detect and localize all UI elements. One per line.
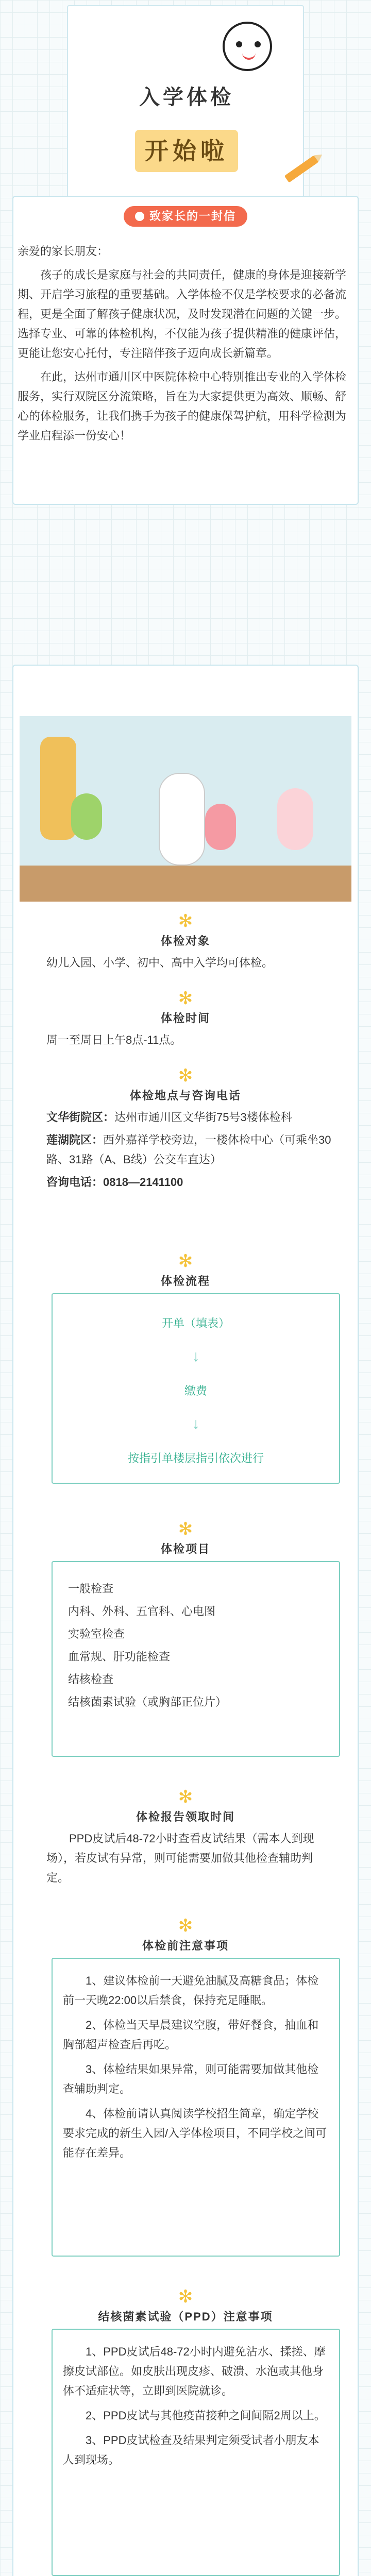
star-icon: ✻ bbox=[178, 1519, 193, 1539]
lianhu-label: 莲湖院区： bbox=[46, 1133, 104, 1146]
hero-title: 入学体检 bbox=[139, 86, 234, 109]
badge-dot-icon bbox=[135, 212, 144, 221]
letter-greeting: 亲爱的家长朋友： bbox=[18, 245, 109, 258]
items-group-3: 结核检查 bbox=[68, 1673, 114, 1686]
doctor-figure-icon bbox=[159, 773, 205, 866]
items-group-2: 实验室检查 bbox=[68, 1628, 125, 1640]
section-time-head bbox=[0, 989, 371, 1026]
girl-figure-icon bbox=[205, 804, 236, 850]
items-group-1-text: 内科、外科、五官科、心电图 bbox=[68, 1605, 216, 1618]
items-group-3-text: 结核菌素试验（或胸部正位片） bbox=[68, 1696, 227, 1708]
letter-body bbox=[12, 234, 359, 460]
section-items-head bbox=[0, 1520, 371, 1556]
hero-bubble: 开始啦 bbox=[135, 130, 238, 172]
letter-paragraph-1: 孩子的成长是家庭与社会的共同责任，健康的身体是迎接新学期、开启学习旅程的重要基础。入学体检不仅是学校要求的必备流程，更是全面了解孩子健康状况，及时发现潜在问题的关键一步。选择专业、可靠的体检机构，不仅能为孩子提供精准的健康评估，更能让您安心托付，专注陪伴孩子迈向成长新篇章。 bbox=[18, 268, 347, 360]
star-icon: ✻ bbox=[178, 911, 193, 931]
section-report-head bbox=[0, 1788, 371, 1824]
section-flow-head bbox=[0, 1252, 371, 1289]
floor bbox=[20, 866, 351, 902]
notes-box bbox=[52, 1958, 340, 2257]
star-icon: ✻ bbox=[178, 1251, 193, 1271]
star-icon: ✻ bbox=[178, 1916, 193, 1936]
ppd-item: 3、PPD皮试检查及结果判定须受试者小朋友本人到现场。 bbox=[63, 2434, 319, 2466]
ppd-box bbox=[52, 2329, 340, 2576]
note-item: 2、体检当天早晨建议空腹，带好餐食，抽血和胸部超声检查后再吃。 bbox=[63, 2019, 319, 2051]
star-icon: ✻ bbox=[178, 1066, 193, 1086]
section-flow-title: 体检流程 bbox=[160, 1275, 210, 1287]
section-report-text: PPD皮试后48-72小时查看皮试结果（需本人到现场），若皮试有异常，则可能需要加做其他检查辅助判定。 bbox=[46, 1832, 314, 1884]
note-item: 3、体检结果如果异常，则可能需要加做其他检查辅助判定。 bbox=[63, 2063, 319, 2095]
flow-step-3: 按指引单楼层指引依次进行 bbox=[127, 1452, 264, 1465]
note-item: 1、建议体检前一天避免油腻及高糖食品；体检前一天晚22:00以后禁食，保持充足睡眠。 bbox=[63, 1974, 319, 2007]
flow-step-1: 开单（填表） bbox=[161, 1317, 230, 1330]
section-place-head bbox=[0, 1066, 371, 1103]
smiley-face-icon bbox=[223, 22, 272, 71]
bunny-figure-icon bbox=[277, 788, 313, 850]
section-ppd-title: 结核菌素试验（PPD）注意事项 bbox=[98, 2310, 273, 2323]
flow-step-2: 缴费 bbox=[184, 1384, 207, 1397]
child-figure-icon bbox=[71, 793, 102, 840]
letter-badge bbox=[124, 206, 247, 227]
section-place-title: 体检地点与咨询电话 bbox=[129, 1089, 241, 1102]
section-report-title: 体检报告领取时间 bbox=[136, 1810, 235, 1823]
phone-label: 咨询电话： bbox=[46, 1176, 104, 1189]
arrow-down-icon: ↓ bbox=[192, 1348, 200, 1365]
hero-card bbox=[67, 5, 304, 201]
letter-paragraph-2: 在此，达州市通川区中医院体检中心特别推出专业的入学体检服务，实行双院区分流策略，旨在为大家提供更为高效、顺畅、舒心的体检服务，让我们携手为孩子的健康保驾护航，用科学检测为学业启程添一份安心！ bbox=[18, 370, 347, 442]
flow-box bbox=[52, 1293, 340, 1484]
items-box bbox=[52, 1561, 340, 1757]
section-items-title: 体检项目 bbox=[160, 1543, 210, 1555]
star-icon: ✻ bbox=[178, 2287, 193, 2307]
phone-number[interactable]: 0818—2141100 bbox=[103, 1176, 183, 1189]
section-time-text: 周一至周日上午8点-11点。 bbox=[46, 1033, 182, 1046]
section-target-head bbox=[0, 912, 371, 948]
items-group-2-text: 血常规、肝功能检查 bbox=[68, 1650, 171, 1663]
section-time-title: 体检时间 bbox=[160, 1012, 210, 1025]
lianhu-address: 西外嘉祥学校旁边，一楼体检中心（可乘坐30路、31路（A、B线）公交车直达） bbox=[46, 1133, 331, 1166]
star-icon: ✻ bbox=[178, 989, 193, 1008]
ppd-item: 2、PPD皮试与其他疫苗接种之间间隔2周以上。 bbox=[86, 2409, 326, 2422]
section-target-text: 幼儿入园、小学、初中、高中入学均可体检。 bbox=[46, 956, 274, 969]
note-item: 4、体检前请认真阅读学校招生简章，确定学校要求完成的新生入园/入学体检项目，不同学校之间可能存在差异。 bbox=[63, 2107, 327, 2159]
section-notes-head bbox=[0, 1917, 371, 1953]
section-target-title: 体检对象 bbox=[160, 935, 210, 947]
star-icon: ✻ bbox=[178, 1787, 193, 1807]
items-group-1: 一般检查 bbox=[68, 1582, 114, 1595]
section-ppd-head bbox=[0, 2287, 371, 2324]
arrow-down-icon: ↓ bbox=[192, 1415, 200, 1432]
section-notes-title: 体检前注意事项 bbox=[142, 1939, 229, 1952]
section-place-text bbox=[46, 1108, 350, 1192]
wenhua-label: 文华街院区： bbox=[46, 1111, 115, 1124]
checkup-illustration bbox=[20, 716, 351, 902]
ppd-item: 1、PPD皮试后48-72小时内避免沾水、揉搓、摩擦皮试部位。如皮肤出现皮疹、破溃、水泡或其他身体不适症状等，立即到医院就诊。 bbox=[63, 2345, 326, 2397]
letter-badge-label: 致家长的一封信 bbox=[149, 210, 236, 223]
wenhua-address: 达州市通川区文华街75号3楼体检科 bbox=[114, 1111, 292, 1124]
